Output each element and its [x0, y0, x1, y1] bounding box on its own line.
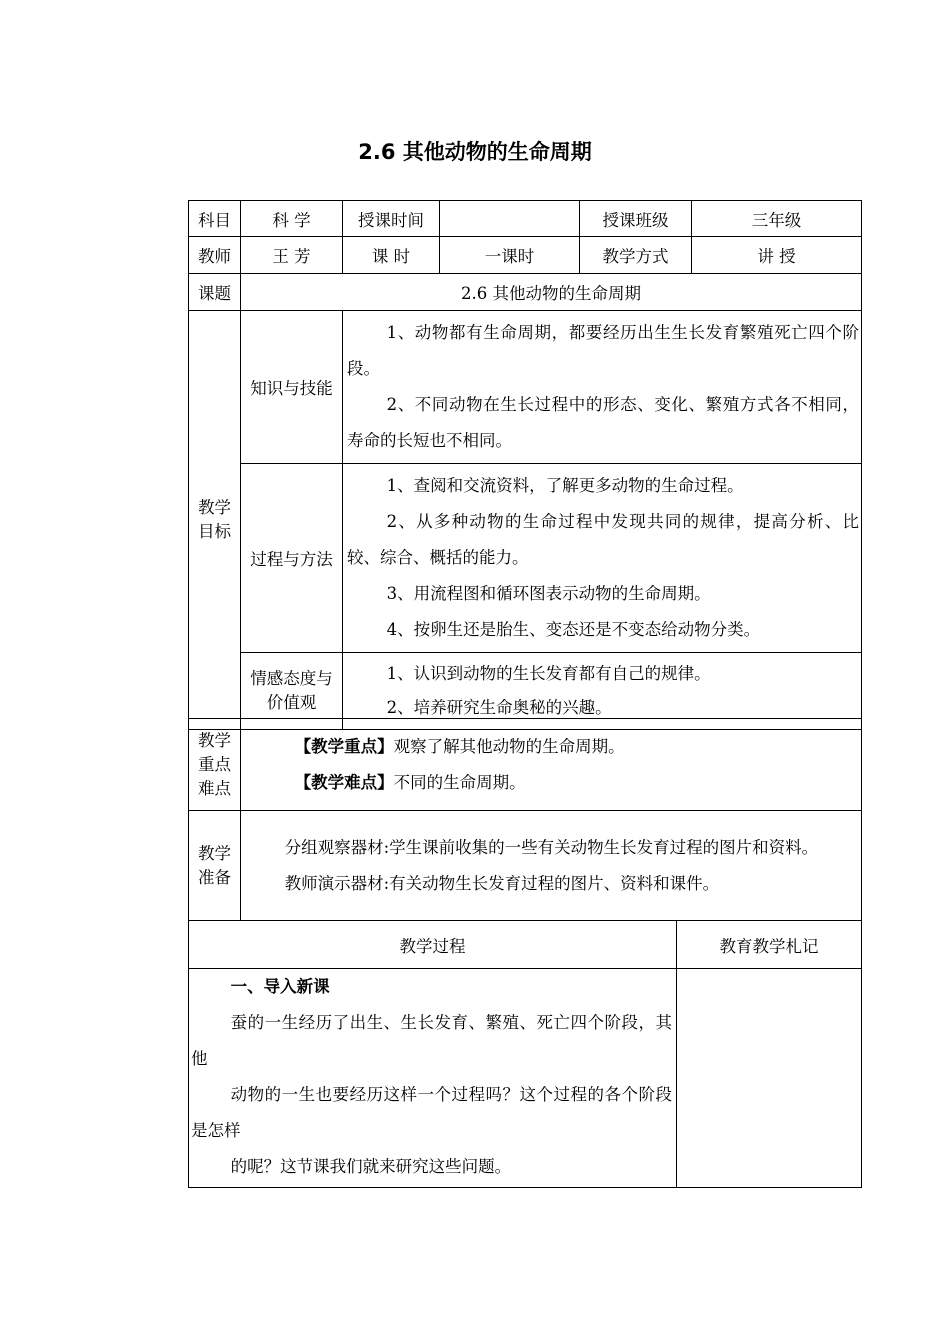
prep-label-cell — [189, 811, 241, 921]
prep-content — [241, 811, 862, 921]
class-label: 授课班级 — [580, 201, 692, 237]
process-table — [188, 920, 862, 1188]
process-label: 过程与方法 — [241, 464, 343, 653]
subject-label: 科目 — [189, 201, 241, 237]
process-line: 动物的一生也要经历这样一个过程吗？这个过程的各个阶段是怎样 — [191, 1085, 672, 1140]
focus-tag: 【教学重点】 — [294, 736, 394, 756]
period-value: 一课时 — [440, 237, 580, 274]
subject-value: 科 学 — [241, 201, 343, 237]
prep-item: 分组观察器材:学生课前收集的一些有关动物生长发育过程的图片和资料。 — [284, 837, 819, 857]
difficulty-text: 不同的生命周期。 — [393, 772, 526, 792]
process-content — [343, 464, 862, 653]
goals-table — [188, 310, 862, 730]
difficulty-line — [255, 765, 859, 801]
page-title: 2.6 其他动物的生命周期 — [358, 140, 592, 164]
process-item: 4、按卵生还是胎生、变态还是不变态给动物分类。 — [386, 620, 761, 639]
prep-label: 教学准备 — [197, 843, 231, 887]
knowledge-item: 2、不同动物在生长过程中的形态、变化、繁殖方式各不相同，寿命的长短也不相同。 — [347, 395, 859, 450]
topic-label: 课题 — [189, 274, 241, 311]
goals-label: 教学目标 — [197, 498, 231, 541]
notes-col-header: 教育教学札记 — [677, 921, 862, 969]
process-line: 蚕的一生经历了出生、生长发育、繁殖、死亡四个阶段，其他 — [191, 1013, 672, 1068]
knowledge-label: 知识与技能 — [241, 311, 343, 464]
emotion-label: 情感态度与价值观 — [250, 669, 333, 712]
method-label: 教学方式 — [580, 237, 692, 274]
class-value: 三年级 — [692, 201, 862, 237]
time-label: 授课时间 — [343, 201, 440, 237]
process-col-header: 教学过程 — [189, 921, 677, 969]
process-item: 2、从多种动物的生命过程中发现共同的规律，提高分析、比较、综合、概括的能力。 — [347, 512, 859, 567]
topic-value: 2.6 其他动物的生命周期 — [241, 274, 862, 311]
time-value — [440, 201, 580, 237]
process-content — [189, 969, 677, 1188]
keypoints-label-cell — [189, 719, 241, 811]
notes-cell — [677, 969, 862, 1188]
keypoints-label: 教学重点难点 — [197, 730, 231, 798]
teacher-label: 教师 — [189, 237, 241, 274]
knowledge-item: 1、动物都有生命周期，都要经历出生生长发育繁殖死亡四个阶段。 — [347, 323, 859, 378]
process-line: 的呢？这节课我们就来研究这些问题。 — [230, 1157, 512, 1176]
difficulty-tag: 【教学难点】 — [294, 772, 394, 792]
lesson-plan-table — [188, 200, 862, 311]
keypoints-table — [188, 718, 862, 921]
process-item: 3、用流程图和循环图表示动物的生命周期。 — [386, 584, 711, 603]
goals-label-cell — [189, 311, 241, 730]
period-label: 课 时 — [343, 237, 440, 274]
process-item: 1、查阅和交流资料，了解更多动物的生命过程。 — [386, 476, 744, 495]
teacher-value: 王 芳 — [241, 237, 343, 274]
focus-text: 观察了解其他动物的生命周期。 — [393, 736, 625, 756]
keypoints-content — [241, 719, 862, 811]
knowledge-content — [343, 311, 862, 464]
emotion-item: 2、培养研究生命奥秘的兴趣。 — [386, 698, 612, 717]
prep-item: 教师演示器材:有关动物生长发育过程的图片、资料和课件。 — [284, 873, 720, 893]
focus-line — [255, 729, 859, 765]
method-value: 讲 授 — [692, 237, 862, 274]
emotion-item: 1、认识到动物的生长发育都有自己的规律。 — [386, 664, 711, 683]
section-heading: 一、导入新课 — [230, 977, 330, 996]
